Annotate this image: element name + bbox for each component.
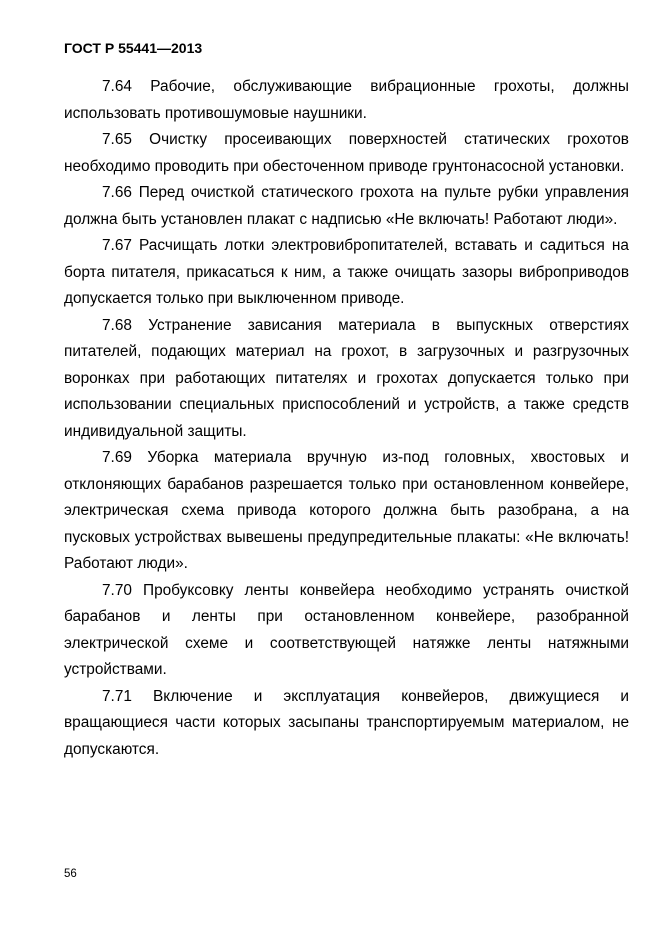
- paragraph-7-66: 7.66 Перед очисткой статического грохота на пульте рубки управления должна быть установлен плакат с надписью «Не включать! Работают люди».: [64, 184, 629, 228]
- paragraph-7-69: 7.69 Уборка материала вручную из-под головных, хвостовых и отклоняющих барабанов разрешается только при остановленном конвейере, электрическая схема привода которого должна быть разобрана, а на пусковых устройствах вывешены предупредительные плакаты: «Не включать! Работают люди».: [64, 449, 629, 572]
- page-number: 56: [64, 868, 77, 880]
- paragraph-7-70: 7.70 Пробуксовку ленты конвейера необходимо устранять очисткой барабанов и ленты при остановленном конвейере, разобранной электрической схеме и соответствующей натяжке ленты натяжными устройствами.: [64, 581, 629, 678]
- paragraph-7-68: 7.68 Устранение зависания материала в выпускных отверстиях питателей, подающих материал на грохот, в загрузочных и разгрузочных воронках при работающих питателях и грохотах допускается только при использовании специальных приспособлений и устройств, а также средств индивидуальной защиты.: [64, 316, 629, 440]
- paragraph-7-65: 7.65 Очистку просеивающих поверхностей статических грохотов необходимо проводить при обесточенном приводе грунтонасосной установки.: [64, 131, 629, 175]
- paragraph-7-64: 7.64 Рабочие, обслуживающие вибрационные грохоты, должны использовать противошумовые наушники.: [64, 78, 629, 122]
- document-header: ГОСТ Р 55441—2013: [64, 40, 203, 56]
- document-body: [64, 74, 629, 763]
- paragraph-7-71: 7.71 Включение и эксплуатация конвейеров, движущиеся и вращающиеся части которых засыпаны транспортируемым материалом, не допускаются.: [64, 687, 629, 758]
- paragraph-7-67: 7.67 Расчищать лотки электровибропитателей, вставать и садиться на борта питателя, прикасаться к ним, а также очищать зазоры виброприводов допускается только при выключенном приводе.: [64, 237, 629, 307]
